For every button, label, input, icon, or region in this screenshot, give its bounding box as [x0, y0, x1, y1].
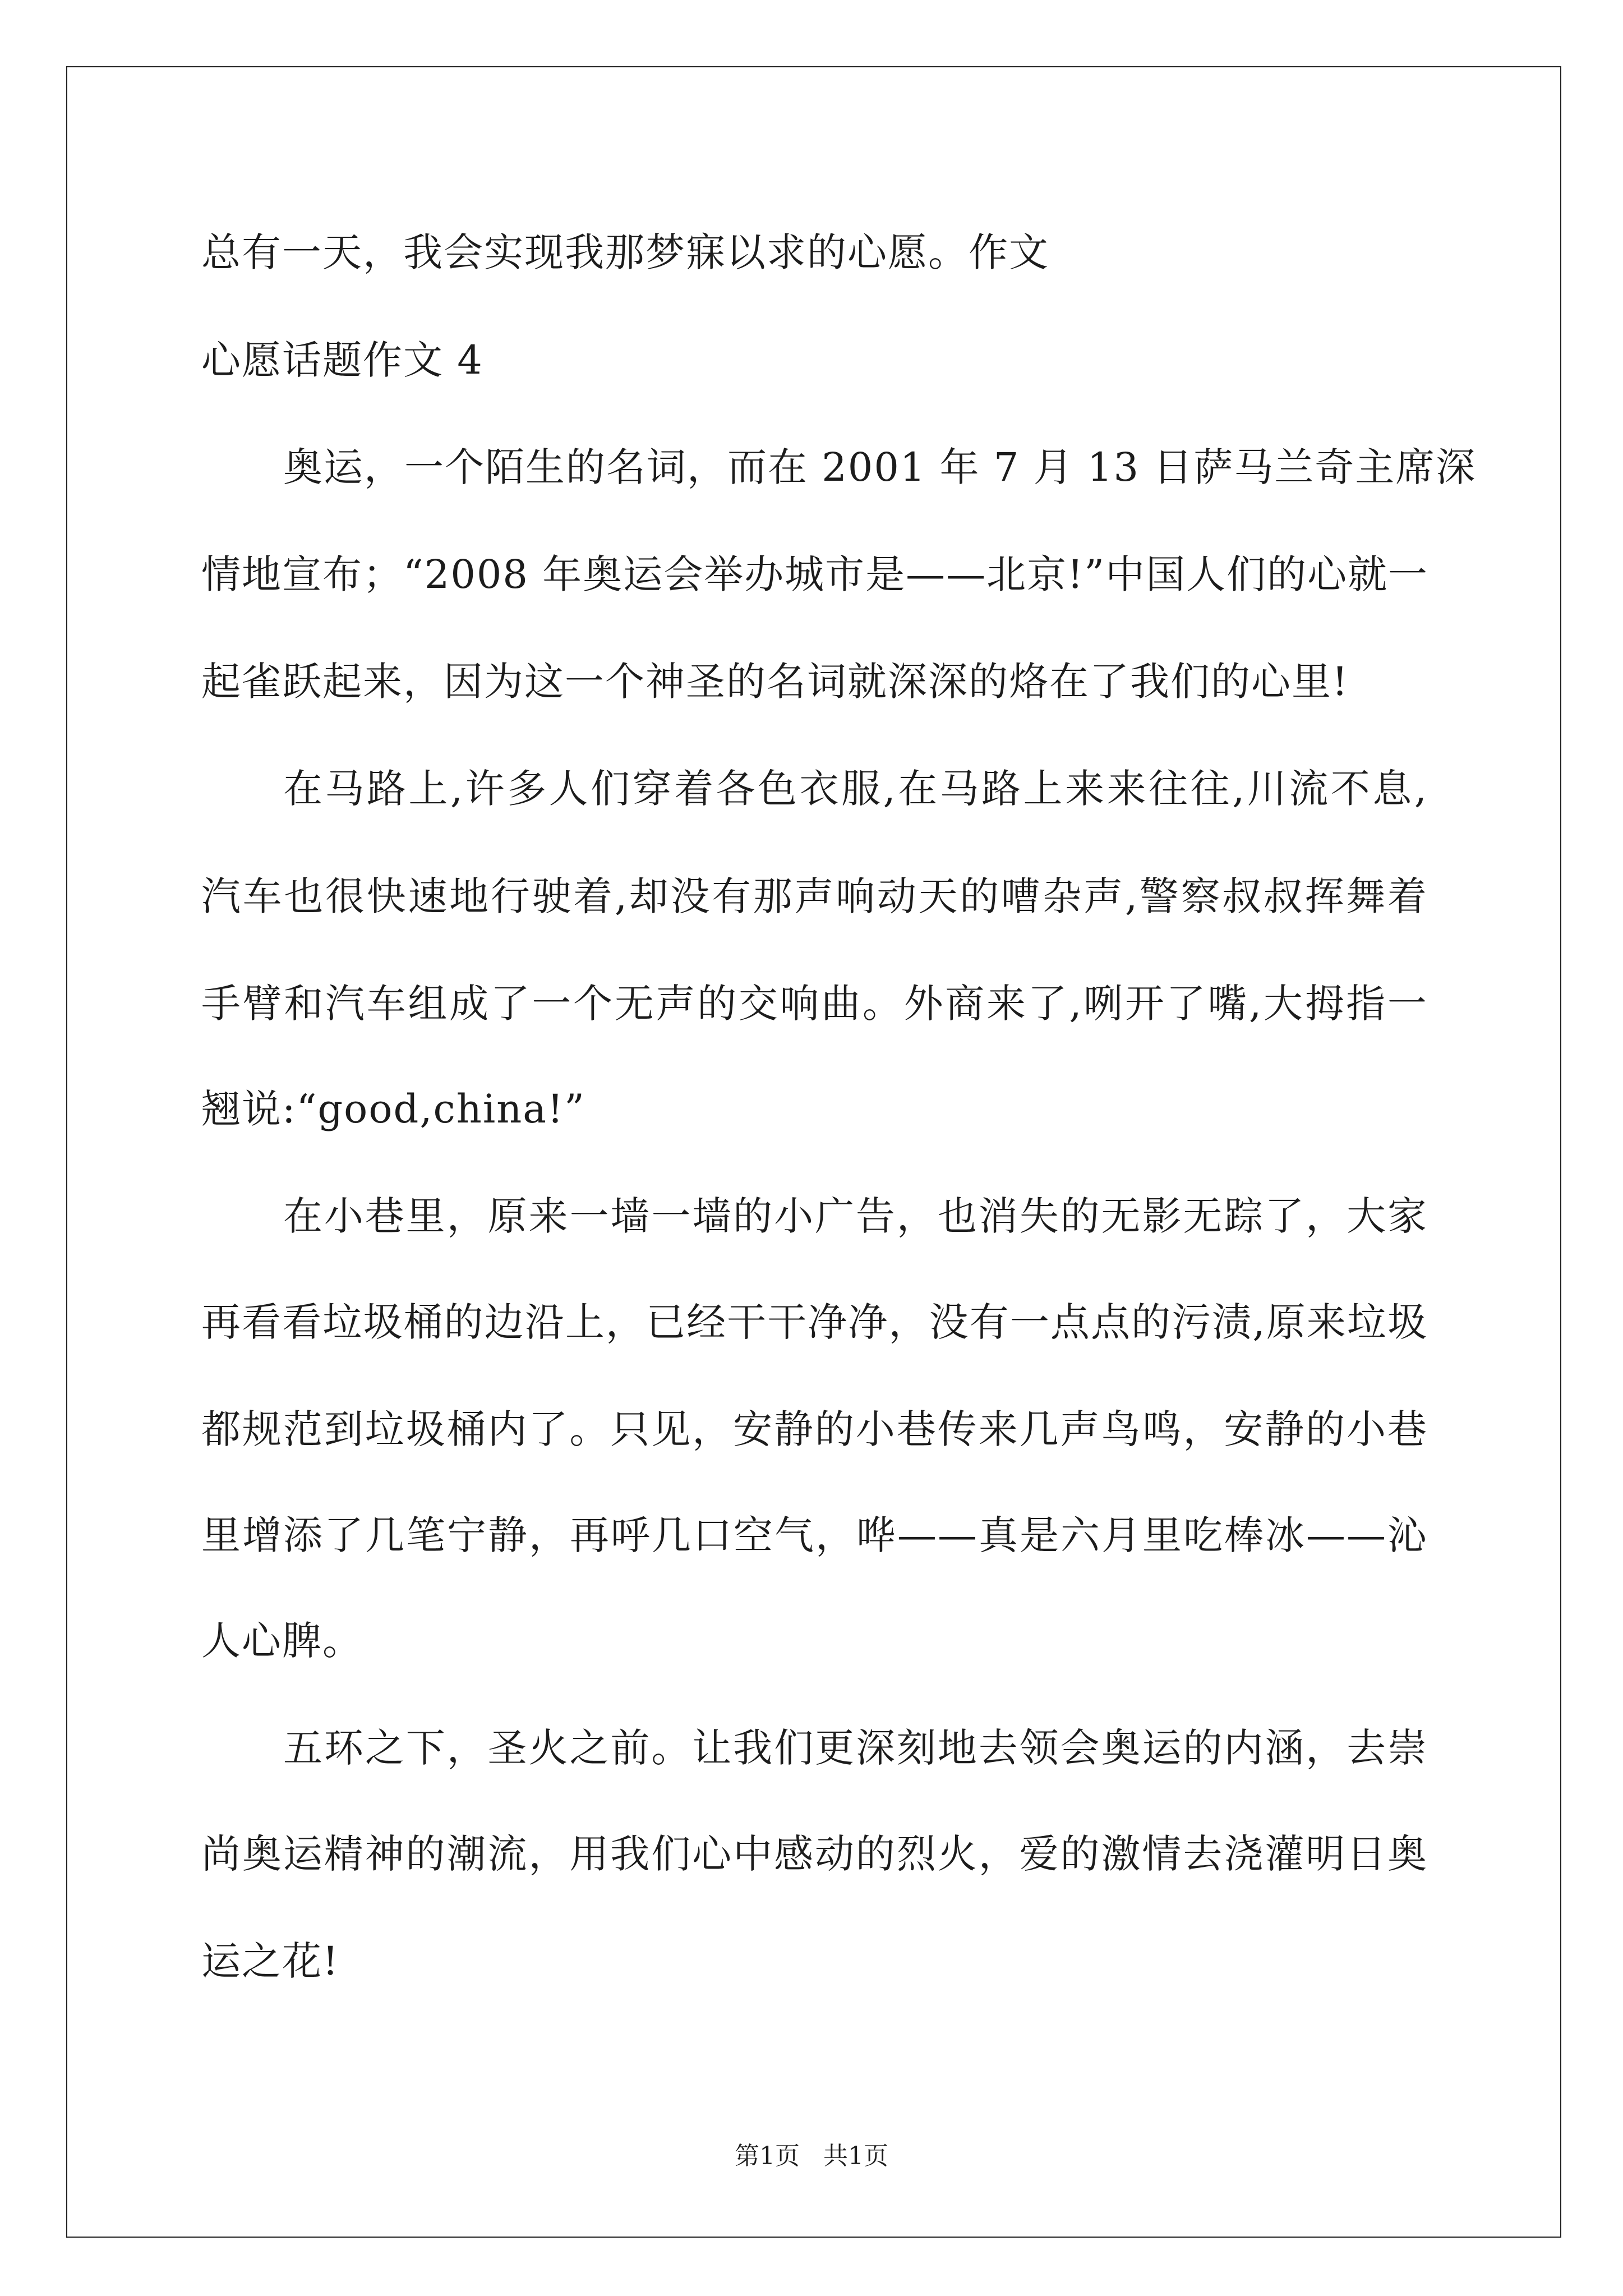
paragraph-line: 起雀跃起来，因为这一个神圣的名词就深深的烙在了我们的心里! — [201, 659, 1349, 705]
page-border — [66, 66, 1561, 2238]
intro-line: 总有一天，我会实现我那梦寐以求的心愿。作文 — [201, 229, 1049, 275]
paragraph-line: 尚奥运精神的潮流，用我们心中感动的烈火，爱的激情去浇灌明日奥 — [201, 1831, 1428, 1877]
paragraph-line: 都规范到垃圾桶内了。只见，安静的小巷传来几声鸟鸣，安静的小巷 — [201, 1406, 1428, 1452]
paragraph-line: 五环之下，圣火之前。让我们更深刻地去领会奥运的内涵，去崇 — [283, 1725, 1428, 1771]
paragraph-line: 在小巷里，原来一墙一墙的小广告，也消失的无影无踪了，大家 — [283, 1193, 1428, 1239]
paragraph-line: 手臂和汽车组成了一个无声的交响曲。外商来了,咧开了嘴,大拇指一 — [201, 981, 1428, 1027]
essay-title: 心愿话题作文 4 — [201, 337, 483, 383]
paragraph-line: 人心脾。 — [201, 1618, 363, 1664]
paragraph-line: 奥运，一个陌生的名词，而在 2001 年 7 月 13 日萨马兰奇主席深 — [283, 444, 1477, 490]
paragraph-line: 在马路上,许多人们穿着各色衣服,在马路上来来往往,川流不息, — [283, 766, 1428, 812]
paragraph-line: 汽车也很快速地行驶着,却没有那声响动天的嘈杂声,警察叔叔挥舞着 — [201, 873, 1428, 919]
paragraph-line: 里增添了几笔宁静，再呼几口空气，哗——真是六月里吃棒冰——沁 — [201, 1512, 1428, 1558]
paragraph-line: 情地宣布；“2008 年奥运会举办城市是——北京!”中国人们的心就一 — [201, 551, 1429, 597]
page-footer: 第1页 共1页 — [735, 2142, 888, 2170]
paragraph-line: 运之花! — [201, 1938, 340, 1984]
paragraph-line: 再看看垃圾桶的边沿上，已经干干净净，没有一点点的污渍,原来垃圾 — [201, 1299, 1428, 1345]
paragraph-line: 翘说:“good,china!” — [201, 1086, 585, 1132]
